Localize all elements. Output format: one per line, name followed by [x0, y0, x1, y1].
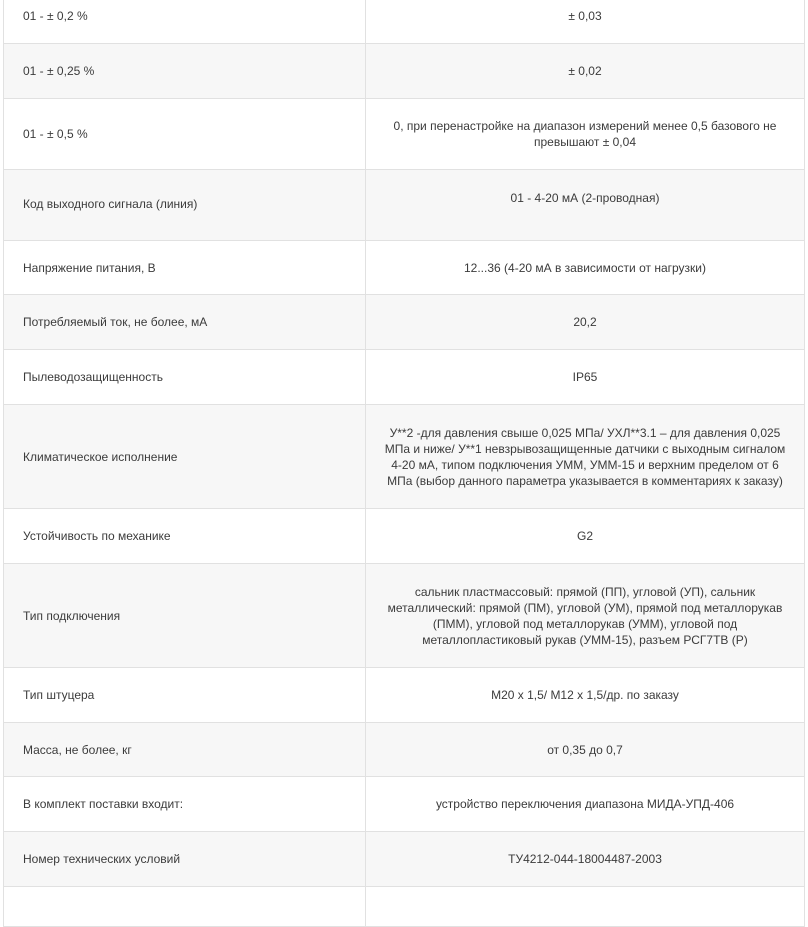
spec-value: ± 0,02	[366, 44, 805, 99]
spec-value: ТУ4212-044-18004487-2003	[366, 832, 805, 887]
spec-label: Устойчивость по механике	[4, 509, 366, 564]
table-row	[4, 668, 805, 723]
spec-value: 20,2	[366, 295, 805, 350]
spec-value: сальник пластмассовый: прямой (ПП), угловой (УП), сальник металлический: прямой (ПМ), угловой (УМ), прямой под металлорукав (ПММ), угловой под металлорукав (УММ), угловой под металлопластиковый рукав (УММ-15), разъем РСГ7ТВ (Р)	[366, 564, 805, 668]
spec-label: Тип подключения	[4, 564, 366, 668]
table-row	[4, 509, 805, 564]
table-row	[4, 295, 805, 350]
empty-cell	[4, 887, 366, 927]
spec-value: IP65	[366, 350, 805, 405]
spec-value: 01 - 4-20 мА (2-проводная)	[366, 170, 805, 241]
spec-label: Код выходного сигнала (линия)	[4, 170, 366, 241]
spec-label: 01 - ± 0,25 %	[4, 44, 366, 99]
spec-label: Климатическое исполнение	[4, 405, 366, 509]
spec-value: от 0,35 до 0,7	[366, 723, 805, 777]
spec-label: В комплект поставки входит:	[4, 777, 366, 832]
spec-value: 12...36 (4-20 мА в зависимости от нагрузки)	[366, 241, 805, 295]
spec-value: 0, при перенастройке на диапазон измерений менее 0,5 базового не превышают ± 0,04	[366, 99, 805, 170]
table-row	[4, 777, 805, 832]
spec-label: Пылеводозащищенность	[4, 350, 366, 405]
spec-value: ± 0,03	[366, 0, 805, 44]
table-row	[4, 832, 805, 887]
table-row	[4, 723, 805, 777]
table-row	[4, 350, 805, 405]
spec-label: Тип штуцера	[4, 668, 366, 723]
spec-label: Потребляемый ток, не более, мА	[4, 295, 366, 350]
spec-value: устройство переключения диапазона МИДА-УПД-406	[366, 777, 805, 832]
spec-label: Масса, не более, кг	[4, 723, 366, 777]
specifications-table	[3, 0, 805, 927]
spec-label: 01 - ± 0,2 %	[4, 0, 366, 44]
table-row	[4, 241, 805, 295]
spec-label: Напряжение питания, В	[4, 241, 366, 295]
table-row	[4, 0, 805, 44]
spec-value: М20 х 1,5/ М12 х 1,5/др. по заказу	[366, 668, 805, 723]
table-row	[4, 99, 805, 170]
table-row	[4, 44, 805, 99]
table-row	[4, 405, 805, 509]
spec-label: Номер технических условий	[4, 832, 366, 887]
spec-value: G2	[366, 509, 805, 564]
empty-cell	[366, 887, 805, 927]
spec-value: У**2 -для давления свыше 0,025 МПа/ УХЛ**3.1 – для давления 0,025 МПа и ниже/ У**1 невзрывозащищенные датчики с выходным сигналом 4-20 мА, типом подключения УММ, УММ-15 и верхним пределом от 6 МПа (выбор данного параметра указывается в комментариях к заказу)	[366, 405, 805, 509]
table-row	[4, 887, 805, 927]
spec-label: 01 - ± 0,5 %	[4, 99, 366, 170]
table-row	[4, 564, 805, 668]
table-row	[4, 170, 805, 241]
